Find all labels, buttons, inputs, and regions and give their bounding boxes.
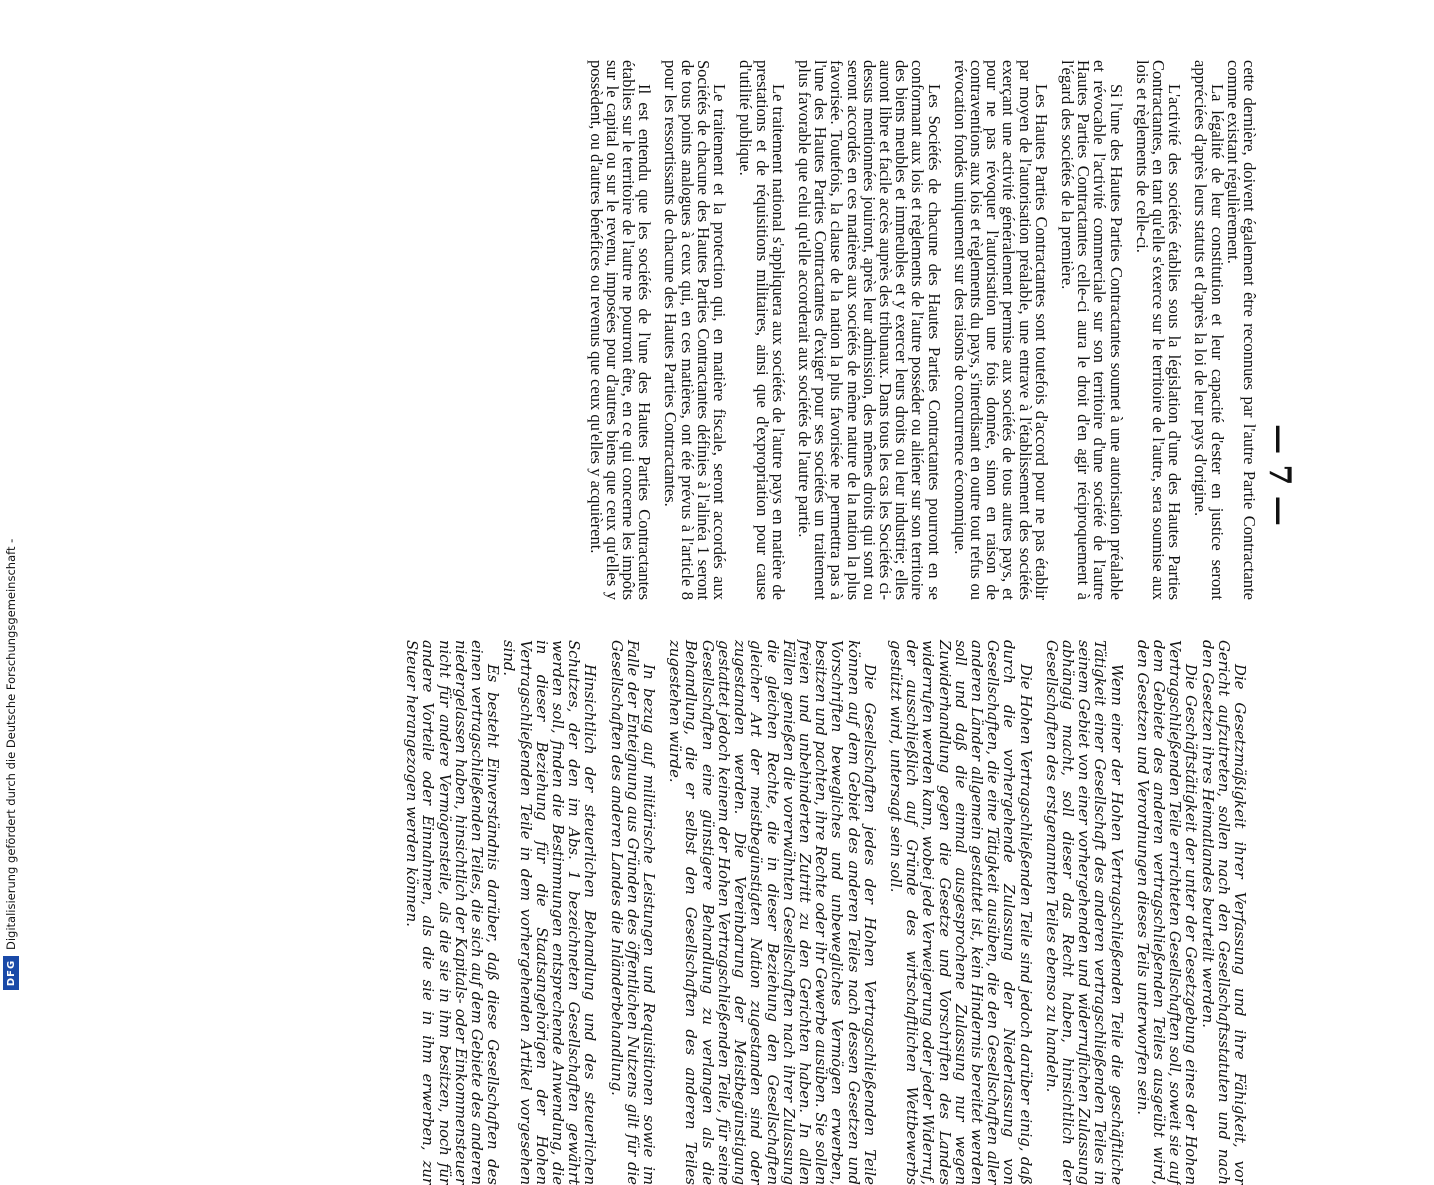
- french-paragraph: Les Hautes Parties Contractantes sont toutefois d'accord pour ne pas établir par moyen de l'autorisation préalable, une entrave à l'établissement des sociétés exerçant une activité généralement permise aux sociétés de tous autres pays, et pour ne pas révoquer l'autorisation une fois donnée, sinon en raison de contraventions aux lois et règlements du pays, s'interdisant en outre tout refus ou révocation fondés uniquement sur des raisons de concurrence économique.: [950, 60, 1051, 600]
- digitization-footer: [0, 0, 22, 1000]
- german-column: [403, 640, 1247, 1185]
- french-paragraph: Le traitement et la protection qui, en matière fiscale, seront accordés aux Sociétés de chacune des Hautes Parties Contractantes définies à l'alinéa 1 seront de tous points analogues à ceux qui, en ces matières, ont été prévus à l'article 8 pour les ressortissants de chacune des Hautes Parties Contractantes.: [661, 60, 730, 600]
- footer-text: Digitalisierung gefördert durch die Deutsche Forschungsgemeinschaft -: [4, 538, 18, 950]
- german-paragraph: Die Gesetzmäßigkeit ihrer Verfassung und ihre Fähigkeit, vor Gericht aufzutreten, sollen nach den Gesellschaftsstatuten und nach den Gesetzen ihres Heimatlandes beurteilt werden.: [1198, 640, 1248, 1185]
- german-paragraph: In bezug auf militärische Leistungen und Requisitionen sowie im Falle der Enteignung aus Gründen des öffentlichen Nutzens gilt für die Gesellschaften des anderen Landes die Inländerbehandlung.: [607, 640, 658, 1185]
- french-paragraph: Le traitement national s'appliquera aux sociétés de l'autre pays en matière de prestations et de réquisitions militaires, ainsi que d'expropriation pour cause d'utilité publique.: [736, 60, 788, 600]
- french-paragraph: Si l'une des Hautes Parties Contractantes soumet à une autorisation préalable et révocable l'activité commerciale sur son territoire d'une société de l'autre Hautes Parties Contractantes celle-ci aura le droit d'en agir réciproquement à l'égard des sociétés de la première.: [1057, 60, 1126, 600]
- german-paragraph: Es besteht Einverständnis darüber, daß diese Gesellschaften des einen vertragschließenden Teiles, die sich auf dem Gebiete des anderen niedergelassen haben, hinsichtlich der Kapitals- oder Einkommensteuer nicht für andere Vermögensteile, als die sie in ihm besitzen, noch für andere Vorteile oder Einnahmen, als die sie in ihm erwerben, zur Steuer herangezogen werden können.: [403, 640, 502, 1185]
- german-paragraph: Die Geschäftstätigkeit der unter der Gesetzgebung eines der Hohen Vertragschließenden Teile errichteten Gesellschaften soll, soweit sie auf dem Gebiete des anderen vertragschließenden Teiles ausgeübt wird, den Gesetzen und Verordnungen dieses Teils unterworfen sein.: [1133, 640, 1200, 1185]
- dfg-logo: DFG: [3, 956, 19, 990]
- scanned-page: [147, 50, 1297, 1185]
- german-paragraph: Die Gesellschaften jedes der Hohen Vertragschließenden Teile können auf dem Gebiet des anderen Teiles nach dessen Gesetzen und Vorschriften bewegliches und unbewegliches Vermögen erwerben, besitzen und pachten, ihre Rechte oder ihr Gewerbe ausüben. Sie sollen freien und unbehinderten Zutritt zu den Gerichten haben. In allen Fällen genießen die vorerwähnten Gesellschaften nach ihrer Zulassung die gleichen Rechte, die in dieser Beziehung den Gesellschaften gleicher Art der meistbegünstigten Nation zugestanden sind oder zugestanden werden. Die Vereinbarung der Meistbegünstigung gestattet jedoch keinem der Hohen Vertragschließenden Teile, für seine Gesellschaften eine günstigere Behandlung zu verlangen als die Behandlung, die er selbst den Gesellschaften des anderen Teiles zugestehen würde.: [666, 640, 878, 1185]
- french-paragraph: Les Sociétés de chacune des Hautes Parties Contractantes pourront en se conformant aux lois et règlements de l'autre posséder ou aliéner sur son territoire des biens meubles et immeubles et y exercer leurs droits ou leur industrie; elles auront libre et facile accès auprès des tribunaux. Dans tous les cas les Sociétés ci-dessus mentionnées jouiront, après leur admission, des mêmes droits qui sont ou seront accordés en ces matières aux sociétés de même nature de la nation la plus favorisée. Toutefois, la clause de la nation la plus favorisée ne permettra pas à l'une des Hautes Parties Contractantes d'exiger pour ses sociétés un traitement plus favorable que celui qu'elle accorderait aux sociétés de l'autre partie.: [794, 60, 944, 600]
- french-column: [587, 60, 1257, 600]
- german-paragraph: Wenn einer der Hohen Vertragschließenden Teile die geschäftliche Tätigkeit einer Gesellschaft des anderen vertragschließenden Teiles in seinem Gebiet von einer vorhergehenden und widerruflichen Zulassung abhängig macht, soll dieser das Recht haben, hinsichtlich der Gesellschaften des erstgenannten Teiles ebenso zu handeln.: [1042, 640, 1125, 1185]
- german-paragraph: Hinsichtlich der steuerlichen Behandlung und des steuerlichen Schutzes, der den im Abs. 1 bezeichneten Gesellschaften gewährt werden soll, finden die Bestimmungen entsprechende Anwendung, die in dieser Beziehung für die Staatsangehörigen der Hohen Vertragschließenden Teile in dem vorhergehenden Artikel vorgesehen sind.: [500, 640, 599, 1185]
- page-number: — 7 —: [1262, 424, 1297, 526]
- french-paragraph: cette dernière, doivent également être reconnues par l'autre Partie Contractante comme existant régulièrement.: [1223, 60, 1259, 600]
- german-paragraph: Die Hohen Vertragschließenden Teile sind jedoch darüber einig, daß durch die vorhergehende Zulassung der Niederlassung von Gesellschaften, die eine Tätigkeit ausüben, die den Gesellschaften aller anderen Länder allgemein gestattet ist, kein Hindernis bereitet werden soll und daß die einmal ausgesprochene Zulassung nur wegen Zuwiderhandlung gegen die Gesetze und Vorschriften des Landes widerrufen werden kann, wobei jede Verweigerung oder jeder Widerruf, der ausschließlich auf Gründe des wirtschaftlichen Wettbewerbs gestützt wird, untersagt sein soll.: [886, 640, 1034, 1185]
- french-paragraph: La légalité de leur constitution et leur capacité d'ester en justice seront appréciées d'après leurs statuts et d'après la loi de leur pays d'origine.: [1191, 60, 1227, 600]
- french-paragraph: Il est entendu que les sociétés de l'une des Hautes Parties Contractantes établies sur le territoire de l'autre ne pourront être, en ce qui concerne les impôts sur le capital ou sur le revenu, imposées pour d'autres biens que ceux qu'elles y possèdent, ou d'autres bénéfices ou revenus que ceux qu'elles y acquièrent.: [586, 60, 655, 600]
- french-paragraph: L'activité des sociétés établies sous la législation d'une des Hautes Parties Contractantes, en tant qu'elle s'exerce sur le territoire de l'autre, sera soumise aux lois et règlements de celle-ci.: [1132, 60, 1185, 600]
